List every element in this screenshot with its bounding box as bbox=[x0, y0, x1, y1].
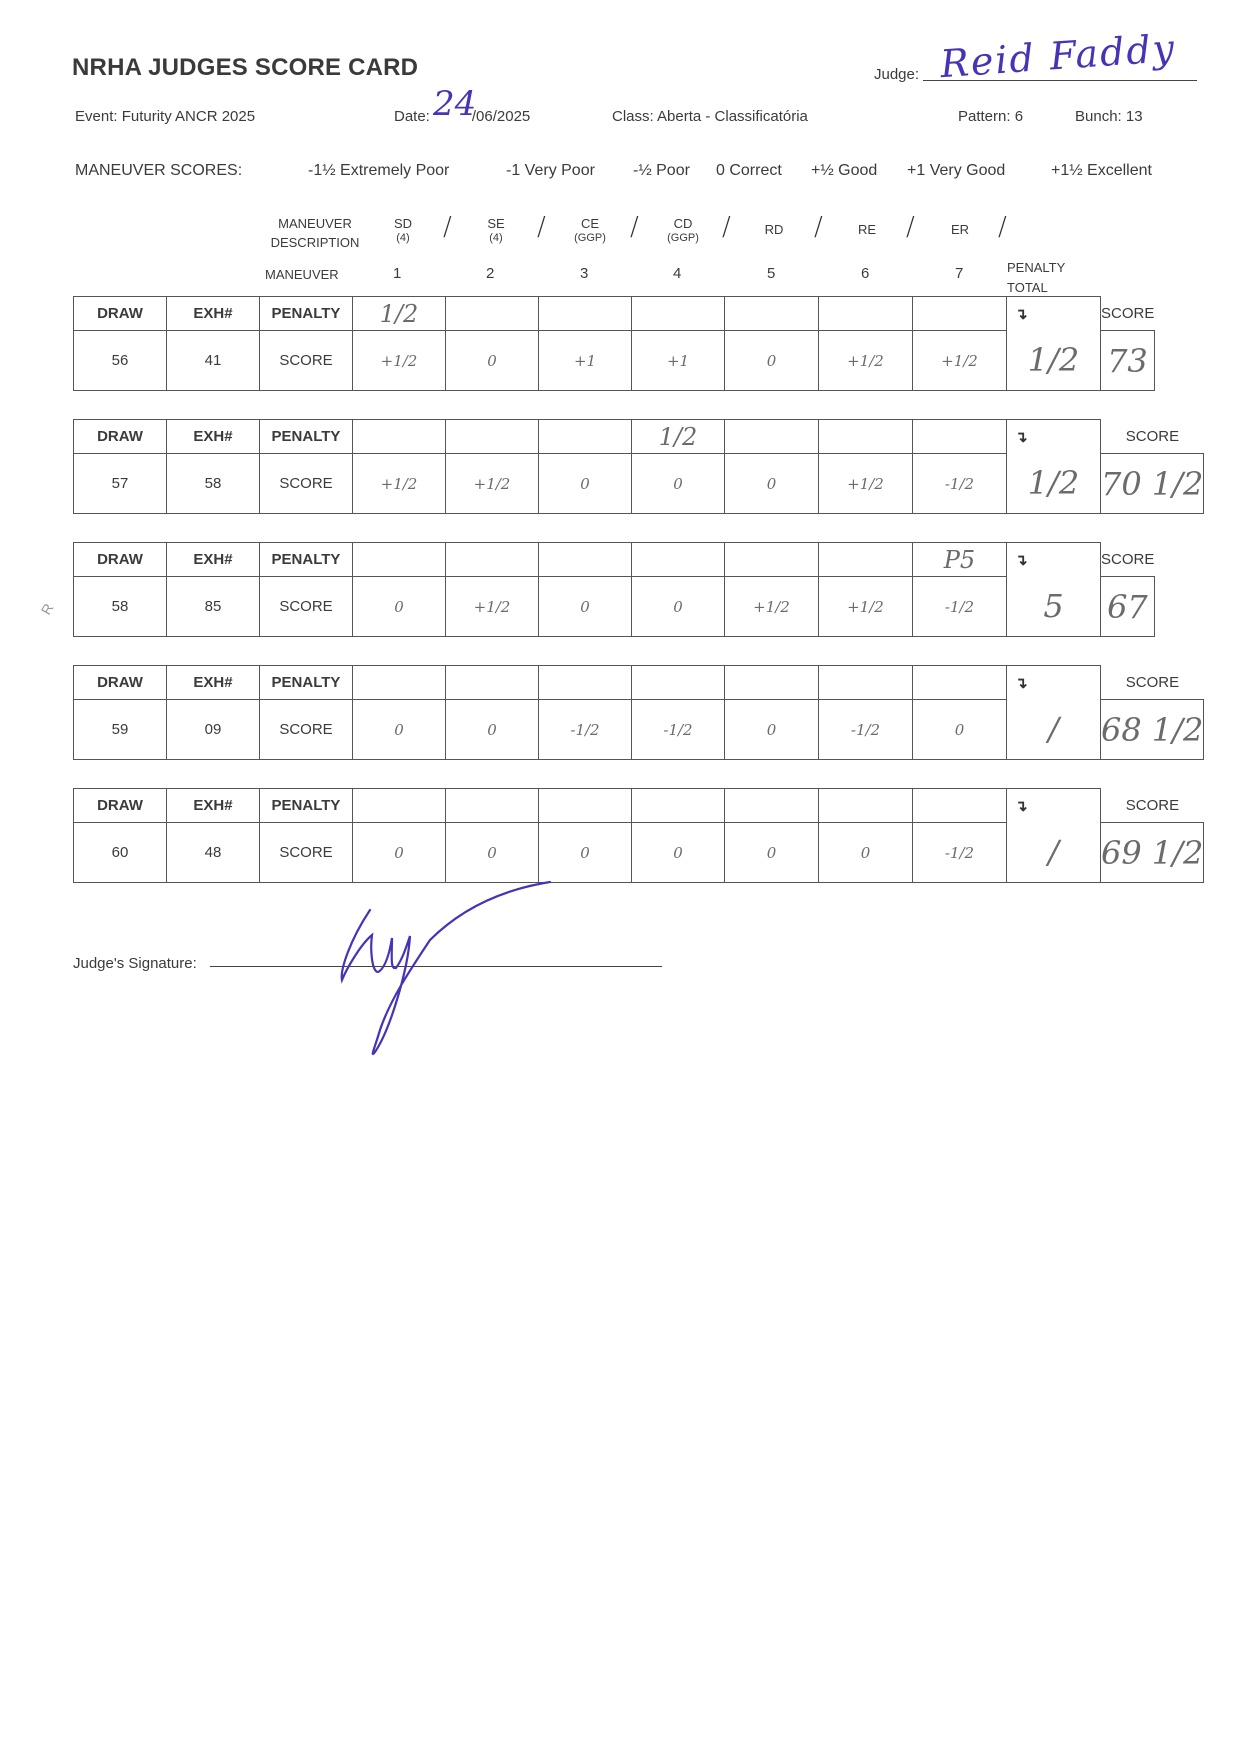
event-label: Event: Futurity ANCR 2025 bbox=[75, 108, 256, 125]
maneuver-score-cell[interactable]: 0 bbox=[353, 700, 446, 760]
penalty-cell[interactable] bbox=[913, 789, 1007, 823]
exhibitor-number: 85 bbox=[167, 577, 260, 637]
penalty-cell[interactable] bbox=[539, 297, 632, 331]
maneuver-score-cell[interactable]: +1/2 bbox=[353, 331, 446, 391]
scale-item: -1½ Extremely Poor bbox=[308, 162, 450, 179]
penalty-cell[interactable] bbox=[539, 543, 632, 577]
exhibitor-number: 09 bbox=[167, 700, 260, 760]
penalty-total-cell[interactable]: 1/2 bbox=[1007, 331, 1101, 391]
score-table-entry bbox=[73, 665, 1204, 760]
penalty-cell[interactable] bbox=[819, 789, 913, 823]
penalty-cell[interactable] bbox=[819, 543, 913, 577]
maneuver-score-cell[interactable]: 0 bbox=[353, 823, 446, 883]
maneuver-score-cell[interactable]: +1/2 bbox=[819, 577, 913, 637]
exhibitor-number: 48 bbox=[167, 823, 260, 883]
card-title: NRHA JUDGES SCORE CARD bbox=[72, 54, 419, 81]
penalty-cell[interactable] bbox=[353, 789, 446, 823]
penalty-header: PENALTY bbox=[260, 789, 353, 823]
maneuver-score-cell[interactable]: 0 bbox=[632, 454, 725, 514]
scale-item: -1 Very Poor bbox=[506, 162, 595, 179]
score-row-label: SCORE bbox=[260, 454, 353, 514]
final-score-cell[interactable]: 73 bbox=[1101, 331, 1155, 391]
maneuver-score-cell[interactable]: -1/2 bbox=[913, 823, 1007, 883]
judge-signature bbox=[330, 860, 570, 1060]
maneuver-score-cell[interactable]: +1/2 bbox=[446, 577, 539, 637]
maneuver-score-cell[interactable]: +1 bbox=[539, 331, 632, 391]
final-score-cell[interactable]: 68 1/2 bbox=[1101, 700, 1204, 760]
bunch-label: Bunch: 13 bbox=[1075, 108, 1143, 125]
penalty-total-arrow-icon: ↴ bbox=[1007, 297, 1101, 331]
penalty-cell[interactable] bbox=[446, 297, 539, 331]
exhibitor-number: 41 bbox=[167, 331, 260, 391]
maneuver-score-cell[interactable]: -1/2 bbox=[632, 700, 725, 760]
maneuver-score-cell[interactable]: 0 bbox=[725, 454, 819, 514]
maneuver-code: SD (4) bbox=[393, 216, 413, 244]
penalty-total-cell[interactable]: 1/2 bbox=[1007, 454, 1101, 514]
maneuver-label: MANEUVER bbox=[265, 267, 339, 282]
penalty-header: PENALTY bbox=[260, 420, 353, 454]
score-row-label: SCORE bbox=[260, 577, 353, 637]
final-score-cell[interactable]: 69 1/2 bbox=[1101, 823, 1204, 883]
draw-header: DRAW bbox=[74, 543, 167, 577]
draw-header: DRAW bbox=[74, 789, 167, 823]
penalty-cell[interactable] bbox=[539, 666, 632, 700]
penalty-cell[interactable] bbox=[539, 789, 632, 823]
exh-header: EXH# bbox=[167, 666, 260, 700]
penalty-cell[interactable] bbox=[632, 789, 725, 823]
penalty-cell[interactable] bbox=[725, 666, 819, 700]
maneuver-description-label: MANEUVER DESCRIPTION bbox=[270, 216, 360, 250]
exh-header: EXH# bbox=[167, 543, 260, 577]
maneuver-score-cell[interactable]: 0 bbox=[632, 577, 725, 637]
maneuver-score-cell[interactable]: 0 bbox=[725, 700, 819, 760]
draw-number: 57 bbox=[74, 454, 167, 514]
penalty-cell[interactable] bbox=[725, 297, 819, 331]
judge-label: Judge: bbox=[874, 66, 920, 83]
penalty-cell[interactable] bbox=[446, 789, 539, 823]
score-row-label: SCORE bbox=[260, 700, 353, 760]
maneuver-score-cell[interactable]: 0 bbox=[539, 454, 632, 514]
maneuver-separator: / bbox=[906, 212, 915, 242]
penalty-total-cell[interactable]: / bbox=[1007, 700, 1101, 760]
penalty-total-arrow-icon: ↴ bbox=[1007, 666, 1101, 700]
maneuver-scores-label: MANEUVER SCORES: bbox=[75, 162, 243, 179]
exh-header: EXH# bbox=[167, 297, 260, 331]
maneuver-score-cell[interactable]: 0 bbox=[539, 577, 632, 637]
maneuver-code: RE bbox=[857, 222, 877, 237]
penalty-cell[interactable] bbox=[539, 420, 632, 454]
maneuver-code: ER bbox=[950, 222, 970, 237]
penalty-cell[interactable] bbox=[725, 543, 819, 577]
final-score-cell[interactable]: 67 bbox=[1101, 577, 1155, 637]
maneuver-separator: / bbox=[814, 212, 823, 242]
exh-header: EXH# bbox=[167, 789, 260, 823]
maneuver-number: 6 bbox=[861, 265, 870, 282]
maneuver-score-cell[interactable]: +1 bbox=[632, 331, 725, 391]
maneuver-separator: / bbox=[630, 212, 639, 242]
score-row-label: SCORE bbox=[260, 331, 353, 391]
maneuver-score-cell[interactable]: +1/2 bbox=[819, 331, 913, 391]
penalty-cell[interactable] bbox=[353, 666, 446, 700]
penalty-cell[interactable] bbox=[819, 666, 913, 700]
penalty-total-label: PENALTY TOTAL bbox=[1007, 260, 1066, 295]
maneuver-score-cell[interactable]: 0 bbox=[632, 823, 725, 883]
draw-header: DRAW bbox=[74, 666, 167, 700]
penalty-cell[interactable] bbox=[819, 420, 913, 454]
penalty-cell[interactable] bbox=[353, 420, 446, 454]
maneuver-score-cell[interactable]: +1/2 bbox=[446, 454, 539, 514]
class-label: Class: Aberta - Classificatória bbox=[612, 108, 808, 125]
penalty-cell[interactable] bbox=[913, 420, 1007, 454]
maneuver-score-cell[interactable]: 0 bbox=[725, 331, 819, 391]
penalty-total-arrow-icon: ↴ bbox=[1007, 420, 1101, 454]
penalty-cell[interactable] bbox=[632, 666, 725, 700]
judge-name: Reid Faddy bbox=[938, 25, 1178, 87]
maneuver-separator: / bbox=[722, 212, 731, 242]
penalty-header: PENALTY bbox=[260, 666, 353, 700]
maneuver-separator: / bbox=[443, 212, 452, 242]
penalty-total-cell[interactable]: / bbox=[1007, 823, 1101, 883]
maneuver-number: 5 bbox=[767, 265, 776, 282]
signature-label: Judge's Signature: bbox=[73, 955, 197, 972]
score-table-entry bbox=[73, 788, 1204, 883]
penalty-cell[interactable] bbox=[632, 543, 725, 577]
penalty-total-cell[interactable]: 5 bbox=[1007, 577, 1101, 637]
maneuver-score-cell[interactable]: 0 bbox=[725, 823, 819, 883]
maneuver-code: CE (GGP) bbox=[574, 216, 606, 244]
maneuver-number: 1 bbox=[393, 265, 402, 282]
maneuver-score-cell[interactable]: +1/2 bbox=[353, 454, 446, 514]
score-row-label: SCORE bbox=[260, 823, 353, 883]
maneuver-separator: / bbox=[537, 212, 546, 242]
date-day: 24 bbox=[433, 84, 477, 124]
scale-item: +½ Good bbox=[811, 162, 878, 179]
penalty-cell[interactable] bbox=[446, 420, 539, 454]
score-header: SCORE bbox=[1101, 666, 1204, 700]
scale-item: 0 Correct bbox=[716, 162, 782, 179]
penalty-total-arrow-icon: ↴ bbox=[1007, 543, 1101, 577]
score-header: SCORE bbox=[1101, 297, 1155, 331]
maneuver-score-cell[interactable]: 0 bbox=[446, 823, 539, 883]
penalty-total-arrow-icon: ↴ bbox=[1007, 789, 1101, 823]
draw-number: 59 bbox=[74, 700, 167, 760]
maneuver-score-cell[interactable]: 0 bbox=[446, 331, 539, 391]
penalty-cell[interactable] bbox=[819, 297, 913, 331]
penalty-header: PENALTY bbox=[260, 543, 353, 577]
maneuver-score-cell[interactable]: 0 bbox=[539, 823, 632, 883]
maneuver-score-cell[interactable]: -1/2 bbox=[913, 577, 1007, 637]
maneuver-score-cell[interactable]: +1/2 bbox=[819, 454, 913, 514]
penalty-cell[interactable] bbox=[725, 420, 819, 454]
draw-header: DRAW bbox=[74, 420, 167, 454]
maneuver-score-cell[interactable]: +1/2 bbox=[725, 577, 819, 637]
maneuver-score-cell[interactable]: 0 bbox=[446, 700, 539, 760]
penalty-cell[interactable] bbox=[725, 789, 819, 823]
maneuver-number: 3 bbox=[580, 265, 589, 282]
maneuver-score-cell[interactable]: -1/2 bbox=[913, 454, 1007, 514]
date-label: Date: /06/2025 bbox=[394, 108, 531, 125]
penalty-cell[interactable]: 1/2 bbox=[353, 297, 446, 331]
scale-item: +1 Very Good bbox=[907, 162, 1006, 179]
penalty-cell[interactable] bbox=[353, 543, 446, 577]
maneuver-number: 2 bbox=[486, 265, 495, 282]
penalty-cell[interactable] bbox=[913, 297, 1007, 331]
scale-item: -½ Poor bbox=[633, 162, 690, 179]
draw-number: 58 bbox=[74, 577, 167, 637]
date-rest: /06/2025 bbox=[471, 108, 531, 125]
penalty-cell[interactable]: P5 bbox=[913, 543, 1007, 577]
maneuver-number: 4 bbox=[673, 265, 682, 282]
maneuver-number: 7 bbox=[955, 265, 964, 282]
penalty-cell[interactable] bbox=[446, 543, 539, 577]
maneuver-score-cell[interactable]: +1/2 bbox=[913, 331, 1007, 391]
maneuver-code: RD bbox=[764, 222, 784, 237]
draw-number: 60 bbox=[74, 823, 167, 883]
maneuver-score-cell[interactable]: 0 bbox=[819, 823, 913, 883]
side-mark: R bbox=[37, 600, 57, 618]
exhibitor-number: 58 bbox=[167, 454, 260, 514]
score-table-entry bbox=[73, 419, 1204, 514]
score-table-entry bbox=[73, 542, 1155, 637]
maneuver-score-cell[interactable]: 0 bbox=[353, 577, 446, 637]
draw-header: DRAW bbox=[74, 297, 167, 331]
maneuver-score-cell[interactable]: 0 bbox=[913, 700, 1007, 760]
exh-header: EXH# bbox=[167, 420, 260, 454]
pattern-label: Pattern: 6 bbox=[958, 108, 1024, 125]
penalty-cell[interactable] bbox=[632, 297, 725, 331]
maneuver-separator: / bbox=[998, 212, 1007, 242]
maneuver-score-cell[interactable]: -1/2 bbox=[819, 700, 913, 760]
penalty-cell[interactable] bbox=[446, 666, 539, 700]
score-header: SCORE bbox=[1101, 543, 1155, 577]
draw-number: 56 bbox=[74, 331, 167, 391]
penalty-cell[interactable]: 1/2 bbox=[632, 420, 725, 454]
maneuver-code: CD (GGP) bbox=[667, 216, 699, 244]
penalty-header: PENALTY bbox=[260, 297, 353, 331]
score-header: SCORE bbox=[1101, 420, 1204, 454]
scale-item: +1½ Excellent bbox=[1051, 162, 1152, 179]
maneuver-code: SE (4) bbox=[487, 216, 505, 244]
score-header: SCORE bbox=[1101, 789, 1204, 823]
score-table-entry bbox=[73, 296, 1155, 391]
maneuver-score-cell[interactable]: -1/2 bbox=[539, 700, 632, 760]
final-score-cell[interactable]: 70 1/2 bbox=[1101, 454, 1204, 514]
penalty-cell[interactable] bbox=[913, 666, 1007, 700]
